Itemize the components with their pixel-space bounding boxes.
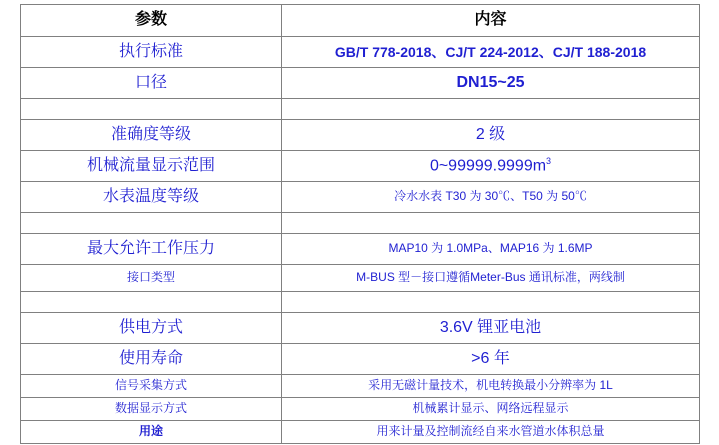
table-row-blank (21, 213, 700, 234)
row-param-max-pressure: 最大允许工作压力 (21, 234, 282, 265)
row-content-blank-1 (282, 99, 700, 120)
row-content-caliber: DN15~25 (282, 68, 700, 99)
table-row (21, 234, 700, 265)
table-header-row (21, 5, 700, 37)
row-content-lifespan: >6 年 (282, 344, 700, 375)
specification-table (20, 4, 700, 444)
row-content-signal-acquisition: 采用无磁计量技术，机电转换最小分辨率为 1L (282, 375, 700, 398)
table-row (21, 421, 700, 444)
table-row (21, 375, 700, 398)
row-param-flow-range: 机械流量显示范围 (21, 151, 282, 182)
table-row (21, 398, 700, 421)
table-row (21, 313, 700, 344)
row-content-standard: GB/T 778-2018、CJ/T 224-2012、CJ/T 188-2018 (282, 37, 700, 68)
table-row-blank (21, 292, 700, 313)
header-cell-content: 内容 (282, 5, 700, 37)
table-row (21, 265, 700, 292)
flow-range-value: 0~99999.9999m (429, 157, 547, 175)
row-param-standard: 执行标准 (21, 37, 282, 68)
row-content-display-mode: 机械累计显示、网络远程显示 (282, 398, 700, 421)
row-content-max-pressure: MAP10 为 1.0MPa、MAP16 为 1.6MP (282, 234, 700, 265)
row-param-lifespan: 使用寿命 (21, 344, 282, 375)
row-content-blank-2 (282, 213, 700, 234)
table-row-blank (21, 99, 700, 120)
row-content-temperature-class: 冷水水表 T30 为 30℃、T50 为 50℃ (282, 182, 700, 213)
row-param-blank-1 (21, 99, 282, 120)
row-param-power-supply: 供电方式 (21, 313, 282, 344)
row-param-blank-3 (21, 292, 282, 313)
table-row (21, 37, 700, 68)
row-content-flow-range (282, 151, 700, 182)
row-param-signal-acquisition: 信号采集方式 (21, 375, 282, 398)
table-row (21, 182, 700, 213)
flow-range-exponent: 3 (546, 156, 552, 167)
row-param-blank-2 (21, 213, 282, 234)
table-row (21, 68, 700, 99)
row-param-purpose: 用途 (21, 421, 282, 444)
table-row (21, 151, 700, 182)
row-param-accuracy: 准确度等级 (21, 120, 282, 151)
table-row (21, 344, 700, 375)
row-param-temperature-class: 水表温度等级 (21, 182, 282, 213)
row-content-interface-type: M-BUS 型－接口遵循Meter-Bus 通讯标准，两线制 (282, 265, 700, 292)
row-content-accuracy: 2 级 (282, 120, 700, 151)
row-param-display-mode: 数据显示方式 (21, 398, 282, 421)
header-cell-parameter: 参数 (21, 5, 282, 37)
row-content-purpose: 用来计量及控制流经自来水管道水体积总量 (282, 421, 700, 444)
row-param-interface-type: 接口类型 (21, 265, 282, 292)
row-param-caliber: 口径 (21, 68, 282, 99)
row-content-blank-3 (282, 292, 700, 313)
row-content-power-supply: 3.6V 锂亚电池 (282, 313, 700, 344)
table-row (21, 120, 700, 151)
